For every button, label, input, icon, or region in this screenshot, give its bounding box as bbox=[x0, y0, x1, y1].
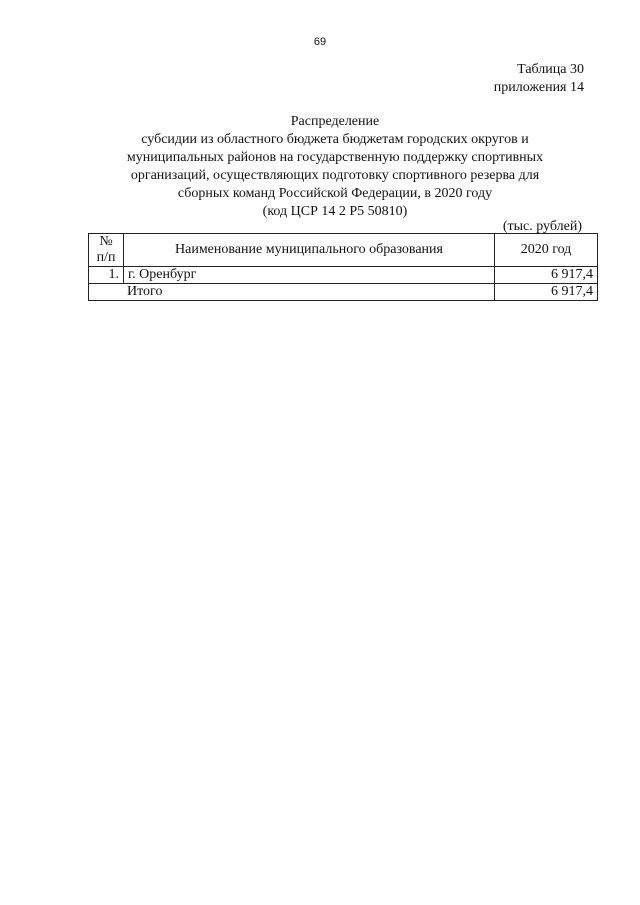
units-label: (тыс. рублей) bbox=[502, 219, 582, 234]
table-reference bbox=[494, 61, 584, 97]
heading-line-6: (код ЦСР 14 2 Р5 50810) bbox=[262, 204, 408, 219]
header-number-line-2: п/п bbox=[96, 250, 116, 265]
total-label: Итого bbox=[89, 284, 495, 301]
row-municipality-name: г. Оренбург bbox=[124, 267, 495, 284]
row-value: 6 917,4 bbox=[495, 267, 598, 284]
page-number: 69 bbox=[313, 36, 327, 48]
heading-line-3: муниципальных районов на государственную поддержку спортивных bbox=[126, 150, 544, 165]
table-header-row bbox=[89, 234, 598, 267]
document-heading bbox=[70, 113, 600, 221]
header-number-line-1: № bbox=[99, 234, 113, 249]
distribution-table bbox=[88, 233, 598, 301]
header-number bbox=[89, 234, 124, 267]
total-value: 6 917,4 bbox=[495, 284, 598, 301]
table-reference-line-2: приложения 14 bbox=[493, 80, 584, 95]
total-row bbox=[89, 284, 598, 301]
heading-line-4: организаций, осуществляющих подготовку спортивного резерва для bbox=[130, 168, 540, 183]
heading-line-1: Распределение bbox=[290, 114, 380, 129]
header-year: 2020 год bbox=[495, 234, 598, 267]
heading-line-5: сборных команд Российской Федерации, в 2020 году bbox=[177, 186, 493, 201]
heading-line-2: субсидии из областного бюджета бюджетам городских округов и bbox=[141, 132, 529, 147]
table-row bbox=[89, 267, 598, 284]
table-reference-line-1: Таблица 30 bbox=[517, 62, 584, 77]
header-municipality-name: Наименование муниципального образования bbox=[124, 234, 495, 267]
row-number: 1. bbox=[89, 267, 124, 284]
